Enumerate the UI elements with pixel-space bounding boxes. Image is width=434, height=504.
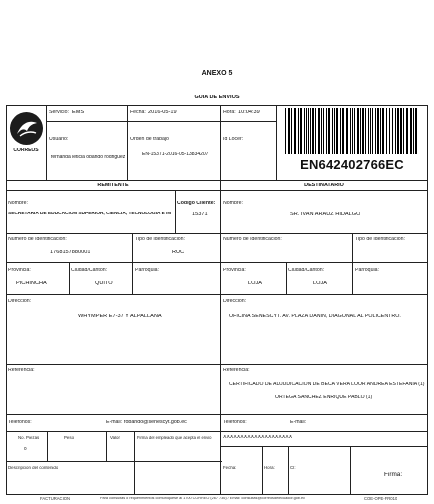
barcode-bar	[406, 108, 408, 154]
barcode-bar	[321, 108, 322, 154]
barcode-bar	[318, 108, 320, 154]
barcode-bar	[360, 108, 361, 154]
sender-province-value: PICHINCHA	[16, 281, 47, 286]
sender-section-title: REMITENTE	[97, 183, 129, 188]
recipient-city-label: Ciudad/Canton:	[288, 268, 325, 273]
tracking-number: EN642402766EC	[300, 158, 404, 171]
recipient-address-label: Direccion:	[223, 299, 247, 304]
barcode-bar	[382, 108, 384, 154]
footer-right: COE-OPE-FR010	[364, 497, 398, 501]
client-code-label: Codigo Cliente:	[177, 201, 216, 206]
recipient-email-label: E-mail:	[290, 420, 307, 425]
barcode-bar	[350, 108, 351, 154]
barcode-bar	[346, 108, 348, 154]
sender-parish-label: Parroquia:	[135, 268, 159, 273]
recipient-phones-label: Telefonos:	[223, 420, 247, 425]
signature-note: Firma del empleado que acepta el envio	[137, 436, 212, 440]
receipt-time-label: Hora:	[264, 466, 275, 470]
recipient-reference-label: Referencia:	[223, 368, 250, 373]
recipient-name-value: SR. IVAN ARAUZ HIDALGO	[290, 212, 361, 217]
barcode-bar	[285, 108, 286, 154]
barcode-bar	[328, 108, 330, 154]
barcode-bar	[315, 108, 316, 154]
locker-label: Id Locer:	[223, 137, 244, 142]
sender-province-label: Provincia:	[8, 268, 31, 273]
sender-phones-label: Telefonos:	[8, 420, 32, 425]
date-label: Fecha:	[130, 110, 146, 115]
barcode-bar	[368, 108, 369, 154]
recipient-section-title: DESTINATARIO	[304, 183, 344, 188]
receipt-sign-label: Firma:	[384, 472, 403, 478]
barcode-bar	[415, 108, 417, 154]
sender-address-value: WHYMPER E7-37 Y ALPALLANA	[78, 314, 162, 319]
num-pieces-label: No. Piezas	[18, 436, 40, 440]
recipient-province-label: Provincia:	[223, 268, 246, 273]
barcode-bar	[410, 108, 412, 154]
recipient-province-value: LOJA	[248, 281, 262, 286]
logo-text: CORREOS	[13, 148, 39, 153]
sender-id-type-value: RUC	[172, 250, 185, 255]
barcode-bar	[400, 108, 402, 154]
tracking-barcode	[283, 108, 421, 154]
recipient-id-number-label: Numero de Identificacion:	[223, 237, 282, 242]
barcode-bar	[354, 108, 355, 154]
barcode-bar	[310, 108, 311, 154]
footer-contact: Para consultas o requerimientos comuniquese al 1700 CORREO (267 736) / Email: consultas@correosdelecuador.gob.ec	[100, 497, 305, 500]
recipient-city-value: LOJA	[313, 281, 327, 286]
barcode-bar	[294, 108, 296, 154]
barcode-bar	[375, 108, 376, 154]
barcode-bar	[352, 108, 353, 154]
work-order-value: EN-15371-2016-05-13834207	[142, 152, 209, 157]
barcode-bar	[298, 108, 299, 154]
client-code-value: 15371	[192, 212, 208, 217]
barcode-bar	[357, 108, 359, 154]
barcode-bar	[326, 108, 327, 154]
barcode-bar	[300, 108, 302, 154]
work-order-label: Orden de trabajo	[130, 137, 169, 142]
weight-label: Peso	[64, 436, 75, 440]
value-label: Valor	[110, 436, 120, 440]
bird-icon	[10, 112, 43, 145]
service-label: Servicio:	[49, 110, 69, 115]
recipient-signature-text: XXXXXXXXXXXXXXXXXXXX	[223, 435, 293, 440]
sender-address-label: Direccion:	[8, 299, 32, 304]
service-value: EMS	[72, 110, 85, 115]
barcode-bar	[288, 108, 290, 154]
barcode-bar	[365, 108, 366, 154]
barcode-bar	[340, 108, 341, 154]
correos-logo	[10, 112, 43, 145]
section-header-line	[6, 180, 428, 181]
barcode-bar	[342, 108, 344, 154]
recipient-id-type-label: Tipo de identificacion:	[355, 237, 405, 242]
barcode-bar	[413, 108, 414, 154]
receipt-date-label: Fecha:	[223, 466, 237, 470]
barcode-bar	[377, 108, 379, 154]
barcode-bar	[395, 108, 396, 154]
barcode-bar	[372, 108, 373, 154]
barcode-bar	[308, 108, 309, 154]
recipient-reference-line1: CERTIFICADO DE ADJUDICACION DE BECA VERA LOOR ANDREA ESTEFANIA (1)	[229, 382, 425, 387]
barcode-bar	[312, 108, 314, 154]
sender-email-value: fobando@senescyt.gob.ec	[124, 420, 187, 425]
barcode-bar	[332, 108, 333, 154]
sender-city-label: Ciudad/Canton:	[71, 268, 108, 273]
barcode-bar	[304, 108, 305, 154]
sender-name-value: SECRETARIA DE EDUCACION SUPERIOR, CIENCIA, TECNOLOGIA E IN	[8, 212, 171, 216]
user-value: fernanda leticia obando rodriguez	[51, 155, 126, 160]
sender-email-label: E-mail:	[106, 420, 123, 425]
sender-reference-label: Referencia:	[8, 368, 35, 373]
annex-title: ANEXO 5	[201, 70, 233, 77]
barcode-bar	[306, 108, 307, 154]
recipient-address-value: OFICINA SENESCYT. AV. PLAZA DAÑIN, DIAGONAL AL POLICENTRO.	[229, 314, 401, 319]
barcode-bar	[362, 108, 364, 154]
sender-id-number-value: 1768157880001	[50, 250, 91, 255]
contents-label: Descripcion del contenido	[8, 466, 59, 470]
num-pieces-value: 0	[24, 447, 27, 451]
recipient-parish-label: Parroquia:	[355, 268, 379, 273]
sender-id-number-label: Numero de Identificacion:	[8, 237, 67, 242]
recipient-reference-line2: ORTEGA SANCHEZ ENRIQUE PABLO (1)	[275, 395, 373, 400]
barcode-bar	[380, 108, 381, 154]
barcode-bar	[370, 108, 371, 154]
barcode-bar	[291, 108, 292, 154]
barcode-bar	[386, 108, 387, 154]
receipt-ci-label: CI:	[290, 466, 296, 470]
barcode-bar	[336, 108, 338, 154]
barcode-bar	[392, 108, 393, 154]
barcode-bar	[323, 108, 324, 154]
barcode-bar	[389, 108, 390, 154]
footer-left: FACTURACION	[40, 497, 71, 501]
sender-name-label: Nombre:	[8, 201, 28, 206]
time-value: 10:04:39	[238, 110, 260, 115]
barcode-bar	[403, 108, 404, 154]
sender-id-type-label: Tipo de identificacion:	[135, 237, 185, 242]
barcode-bar	[334, 108, 335, 154]
date-value: 2016-05-19	[148, 110, 177, 115]
time-label: Hora:	[223, 110, 236, 115]
barcode-bar	[397, 108, 399, 154]
document-subtitle: GUIA DE ENVIOS	[194, 95, 240, 100]
recipient-name-label: Nombre:	[223, 201, 243, 206]
user-label: Usuario:	[49, 137, 69, 142]
sender-city-value: QUITO	[95, 281, 113, 286]
